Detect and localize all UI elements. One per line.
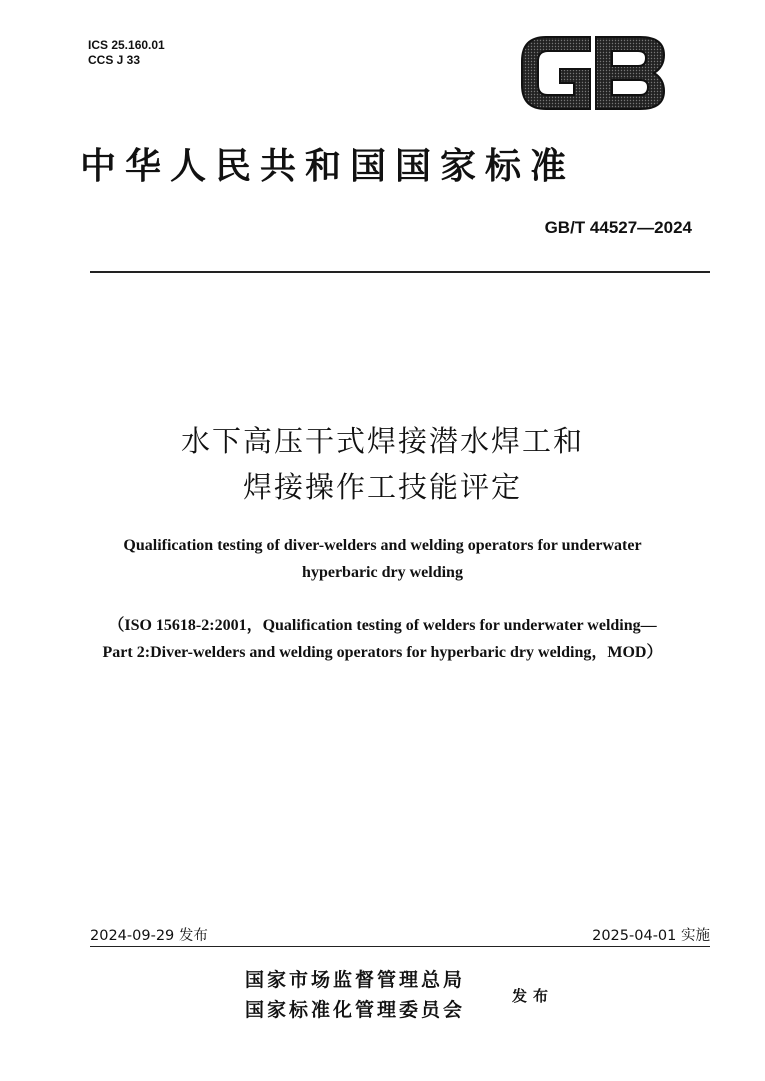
standard-code: GB/T 44527—2024: [544, 218, 692, 237]
ics-code: ICS 25.160.01: [88, 38, 165, 52]
english-title-line-1: Qualification testing of diver-welders and welding operators for underwater: [123, 537, 642, 554]
english-title-line-2: hyperbaric dry welding: [302, 564, 463, 581]
date-row: [90, 924, 710, 944]
classification-codes: [88, 38, 165, 68]
ccs-code: CCS J 33: [88, 53, 141, 67]
chinese-title: [0, 418, 765, 510]
header-divider: [90, 271, 710, 273]
iso-reference: [40, 612, 725, 666]
chinese-title-line-1: 水下高压干式焊接潜水焊工和: [180, 424, 584, 458]
iso-reference-line-1: （ISO 15618-2:2001，Qualification testing of welders for underwater welding—: [108, 617, 657, 634]
publish-label: 发布: [512, 987, 555, 1005]
issuer-samr: 国家市场监督管理总局: [245, 969, 466, 991]
gb-logo: [518, 33, 668, 113]
national-standard-title: 中华人民共和国国家标准: [80, 146, 576, 187]
issue-date: 2024-09-29 发布: [90, 928, 208, 944]
chinese-title-line-2: 焊接操作工技能评定: [242, 470, 522, 504]
english-title: [60, 532, 705, 586]
effective-date: 2025-04-01 实施: [592, 928, 710, 944]
footer-divider: [90, 946, 710, 947]
issuer-sac: 国家标准化管理委员会: [245, 999, 466, 1021]
iso-reference-line-2: Part 2:Diver-welders and welding operators for hyperbaric dry welding，MOD）: [102, 644, 663, 661]
issuing-organizations: [245, 965, 465, 1025]
